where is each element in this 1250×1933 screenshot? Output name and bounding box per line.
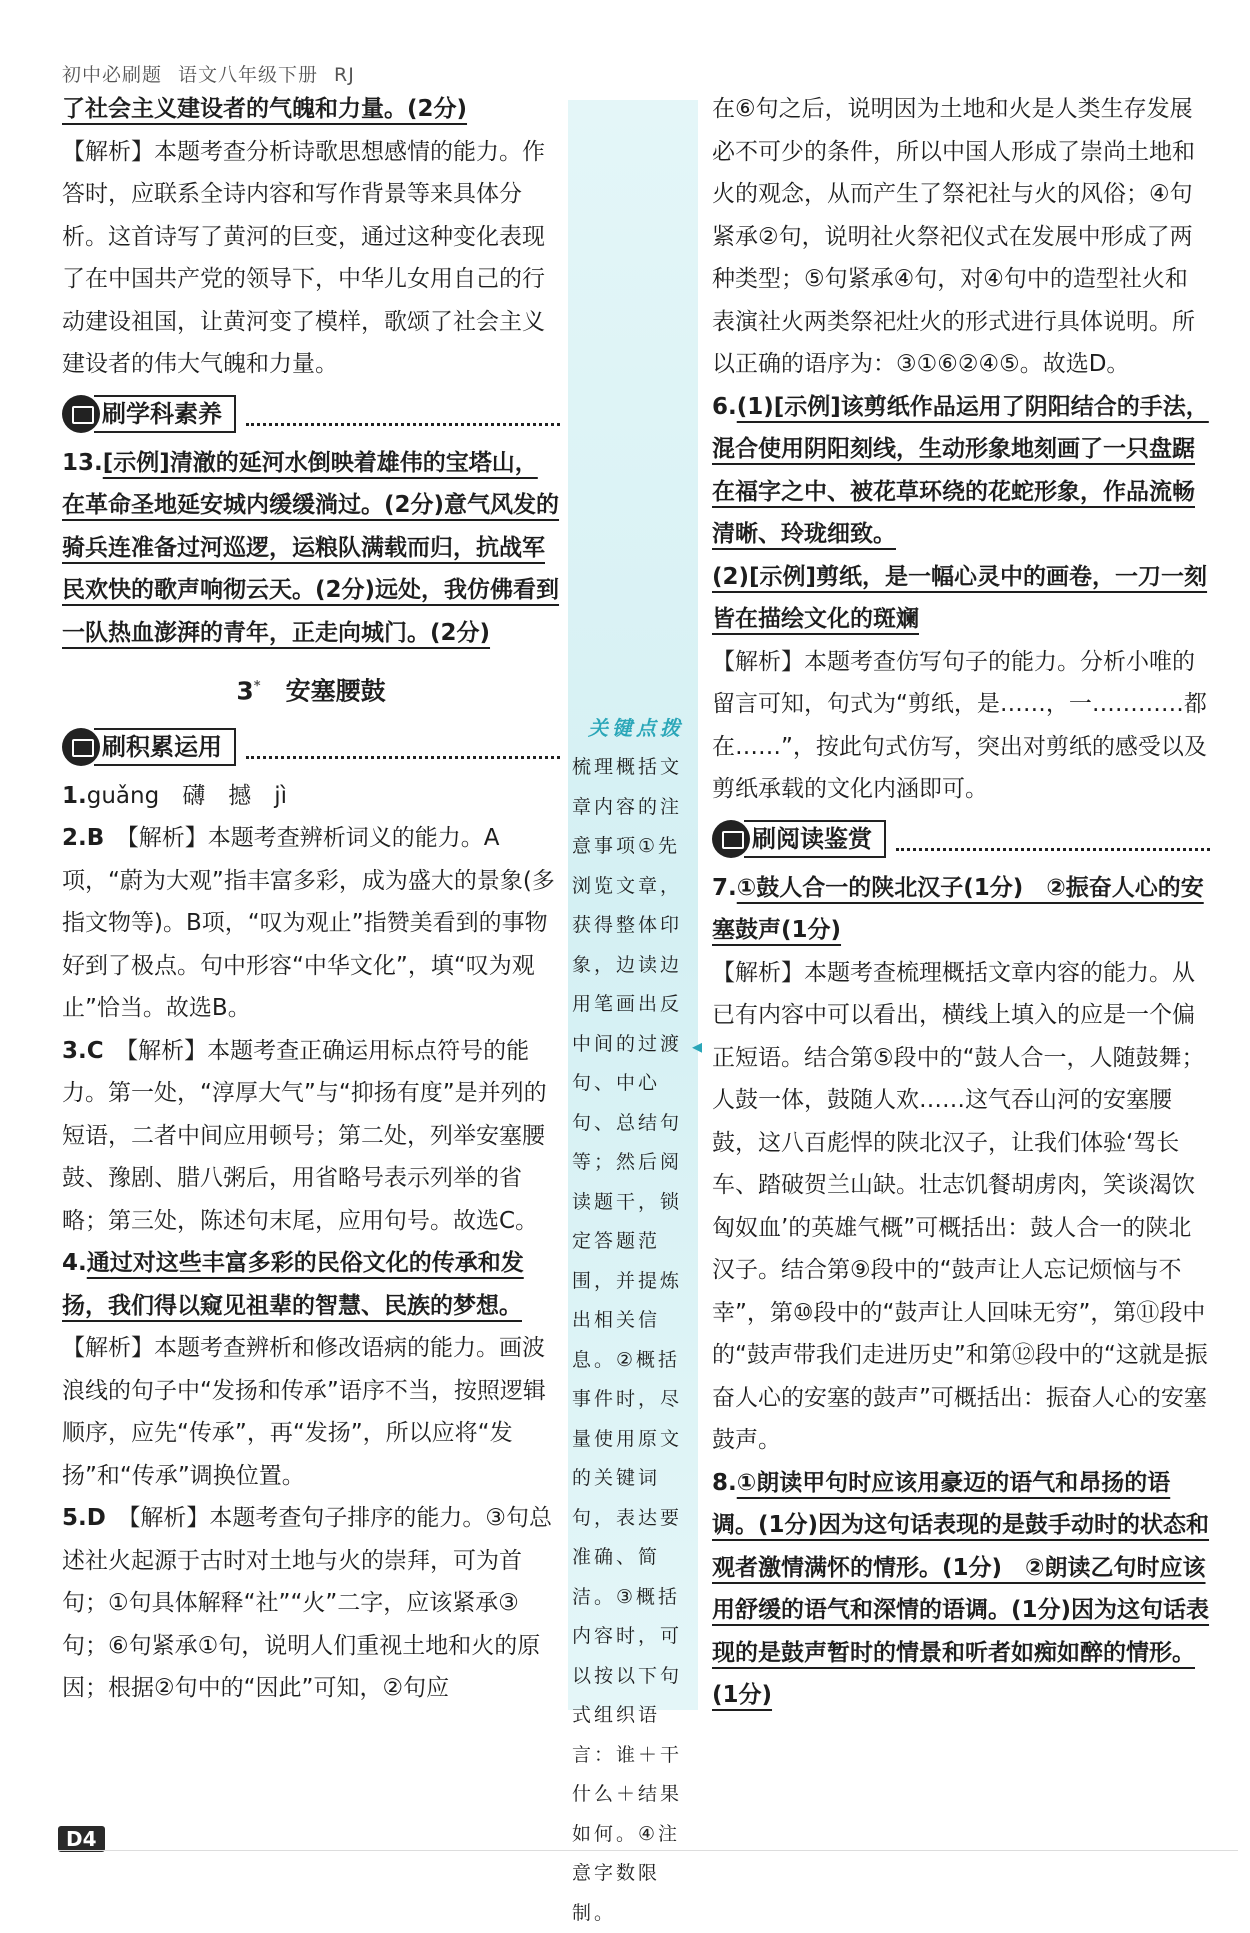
section-banner-reading xyxy=(712,817,1210,861)
banner-label: 刷阅读鉴赏 xyxy=(744,820,886,858)
book-icon xyxy=(712,820,750,858)
key-tips-heading: 关键点拨 xyxy=(588,716,684,740)
right-column xyxy=(712,88,1210,1717)
question-8: 8.①朗读甲句时应该用豪迈的语气和昂扬的语调。(1分)因为这句话表现的是鼓手动时的状态和观者激情满怀的情形。(1分) ②朗读乙句时应该用舒缓的语气和深情的语调。(1分)因为这句话表现的是鼓声暂时的情景和听者如痴如醉的情形。(1分) xyxy=(712,1469,1210,1708)
question-13: 13.[示例]清澈的延河水倒映着雄伟的宝塔山，在革命圣地延安城内缓缓淌过。(2分)意气风发的骑兵连准备过河巡逻，运粮队满载而归，抗战军民欢快的歌声响彻云天。(2分)远处，我仿佛看到一队热血澎湃的青年，正走向城门。(2分) xyxy=(62,449,560,646)
question-6: 6.(1)[示例]该剪纸作品运用了阴阳结合的手法，混合使用阴阳刻线，生动形象地刻画了一只盘踞在福字之中、被花草环绕的花蛇形象，作品流畅清晰、玲珑细致。 xyxy=(712,393,1209,547)
question-4: 4.通过对这些丰富多彩的民俗文化的传承和发扬，我们得以窥见祖辈的智慧、民族的梦想。 xyxy=(62,1250,524,1319)
book-icon xyxy=(62,728,100,766)
dotted-divider xyxy=(246,734,560,759)
question-1: 1.guǎng 礴 撼 jì xyxy=(62,782,287,809)
lesson-title: 3* 安塞腰鼓 xyxy=(236,676,386,706)
book-icon xyxy=(62,395,100,433)
previous-analysis: 【解析】本题考查分析诗歌思想感情的能力。作答时，应联系全诗内容和写作背景等来具体分析。这首诗写了黄河的巨变，通过这种变化表现了在中国共产党的领导下，中华儿女用自己的行动建设祖国，让黄河变了模样，歌颂了社会主义建设者的伟大气魄和力量。 xyxy=(62,138,545,377)
question-7-analysis: 【解析】本题考查梳理概括文章内容的能力。从已有内容中可以看出，横线上填入的应是一个偏正短语。结合第⑤段中的“鼓人合一，人随鼓舞；人鼓一体，鼓随人欢……这气吞山河的安塞腰鼓，这八百彪悍的陕北汉子，让我们体验‘驾长车、踏破贺兰山缺。壮志饥餐胡虏肉，笑谈渴饮匈奴血’的英雄气概”可概括出：鼓人合一的陕北汉子。结合第⑨段中的“鼓声让人忘记烦恼与不幸”，第⑩段中的“鼓声让人回味无穷”，第⑪段中的“鼓声带我们走进历史”和第⑫段中的“这就是振奋人心的安塞的鼓声”可概括出：振奋人心的安塞鼓声。 xyxy=(712,959,1208,1453)
question-6-part-2: (2)[示例]剪纸，是一幅心灵中的画卷，一刀一刻皆在描绘文化的斑斓 xyxy=(712,563,1208,632)
question-5: 5.D 【解析】本题考查句子排序的能力。③句总述社火起源于古时对土地与火的崇拜，可为首句；①句具体解释“社”“火”二字，应该紧承③句；⑥句紧承①句，说明人们重视土地和火的原因；根据②句中的“因此”可知，②句应 xyxy=(62,1505,552,1702)
dotted-divider xyxy=(896,826,1210,851)
question-3: 3.C 【解析】本题考查正确运用标点符号的能力。第一处，“淳厚大气”与“抑扬有度”是并列的短语，二者中间应用顿号；第二处，列举安塞腰鼓、豫剧、腊八粥后，用省略号表示列举的省略；第三处，陈述句末尾，应用句号。故选C。 xyxy=(62,1037,547,1234)
question-7: 7.①鼓人合一的陕北汉子(1分) ②振奋人心的安塞鼓声(1分) xyxy=(712,874,1204,943)
key-tips-text: 梳理概括文章内容的注意事项①先浏览文章，获得整体印象，边读边用笔画出反中间的过渡句、中心句、总结句等；然后阅读题干，锁定答题范围，并提炼出相关信息。②概括事件时，尽量使用原文的关键词句，表达要准确、简洁。③概括内容时，可以按以下句式组织语言：谁＋干什么＋结果如何。④注意字数限制。 xyxy=(572,756,683,1924)
section-banner-literacy xyxy=(62,392,560,436)
question-6-analysis: 【解析】本题考查仿写句子的能力。分析小唯的留言可知，句式为“剪纸，是……，一…………都在……”，按此句式仿写，突出对剪纸的感受以及剪纸承载的文化内涵即可。 xyxy=(712,648,1207,802)
footer-divider xyxy=(58,1850,1238,1851)
left-column xyxy=(62,88,560,1710)
dotted-divider xyxy=(246,401,560,426)
question-2: 2.B 【解析】本题考查辨析词义的能力。A项，“蔚为大观”指丰富多彩，成为盛大的景象(多指文物等)。B项，“叹为观止”指赞美看到的事物好到了极点。句中形容“中华文化”，填“叹为观止”恰当。故选B。 xyxy=(62,825,555,1022)
page-header xyxy=(62,60,355,87)
question-4-analysis: 【解析】本题考查辨析和修改语病的能力。画波浪线的句子中“发扬和传承”语序不当，按照逻辑顺序，应先“传承”，再“发扬”，所以应将“发扬”和“传承”调换位置。 xyxy=(62,1335,546,1489)
previous-answer-end: 了社会主义建设者的气魄和力量。(2分) xyxy=(62,96,468,122)
subject-name: 语文八年级下册 xyxy=(178,64,319,86)
edition: RJ xyxy=(334,64,355,86)
banner-label: 刷积累运用 xyxy=(94,728,236,766)
question-5-continued: 在⑥句之后，说明因为土地和火是人类生存发展必不可少的条件，所以中国人形成了崇尚土地和火的观念，从而产生了祭祀社与火的风俗；④句紧承②句，说明社火祭祀仪式在发展中形成了两种类型；⑤句紧承④句，对④句中的造型社火和表演社火两类祭祀灶火的形式进行具体说明。所以正确的语序为：③①⑥②④⑤。故选D。 xyxy=(712,96,1195,377)
section-banner-accumulation xyxy=(62,725,560,769)
banner-label: 刷学科素养 xyxy=(94,395,236,433)
series-name: 初中必刷题 xyxy=(62,64,163,86)
pointer-arrow-icon: ◂ xyxy=(692,1034,703,1058)
page-number: D4 xyxy=(58,1826,105,1852)
